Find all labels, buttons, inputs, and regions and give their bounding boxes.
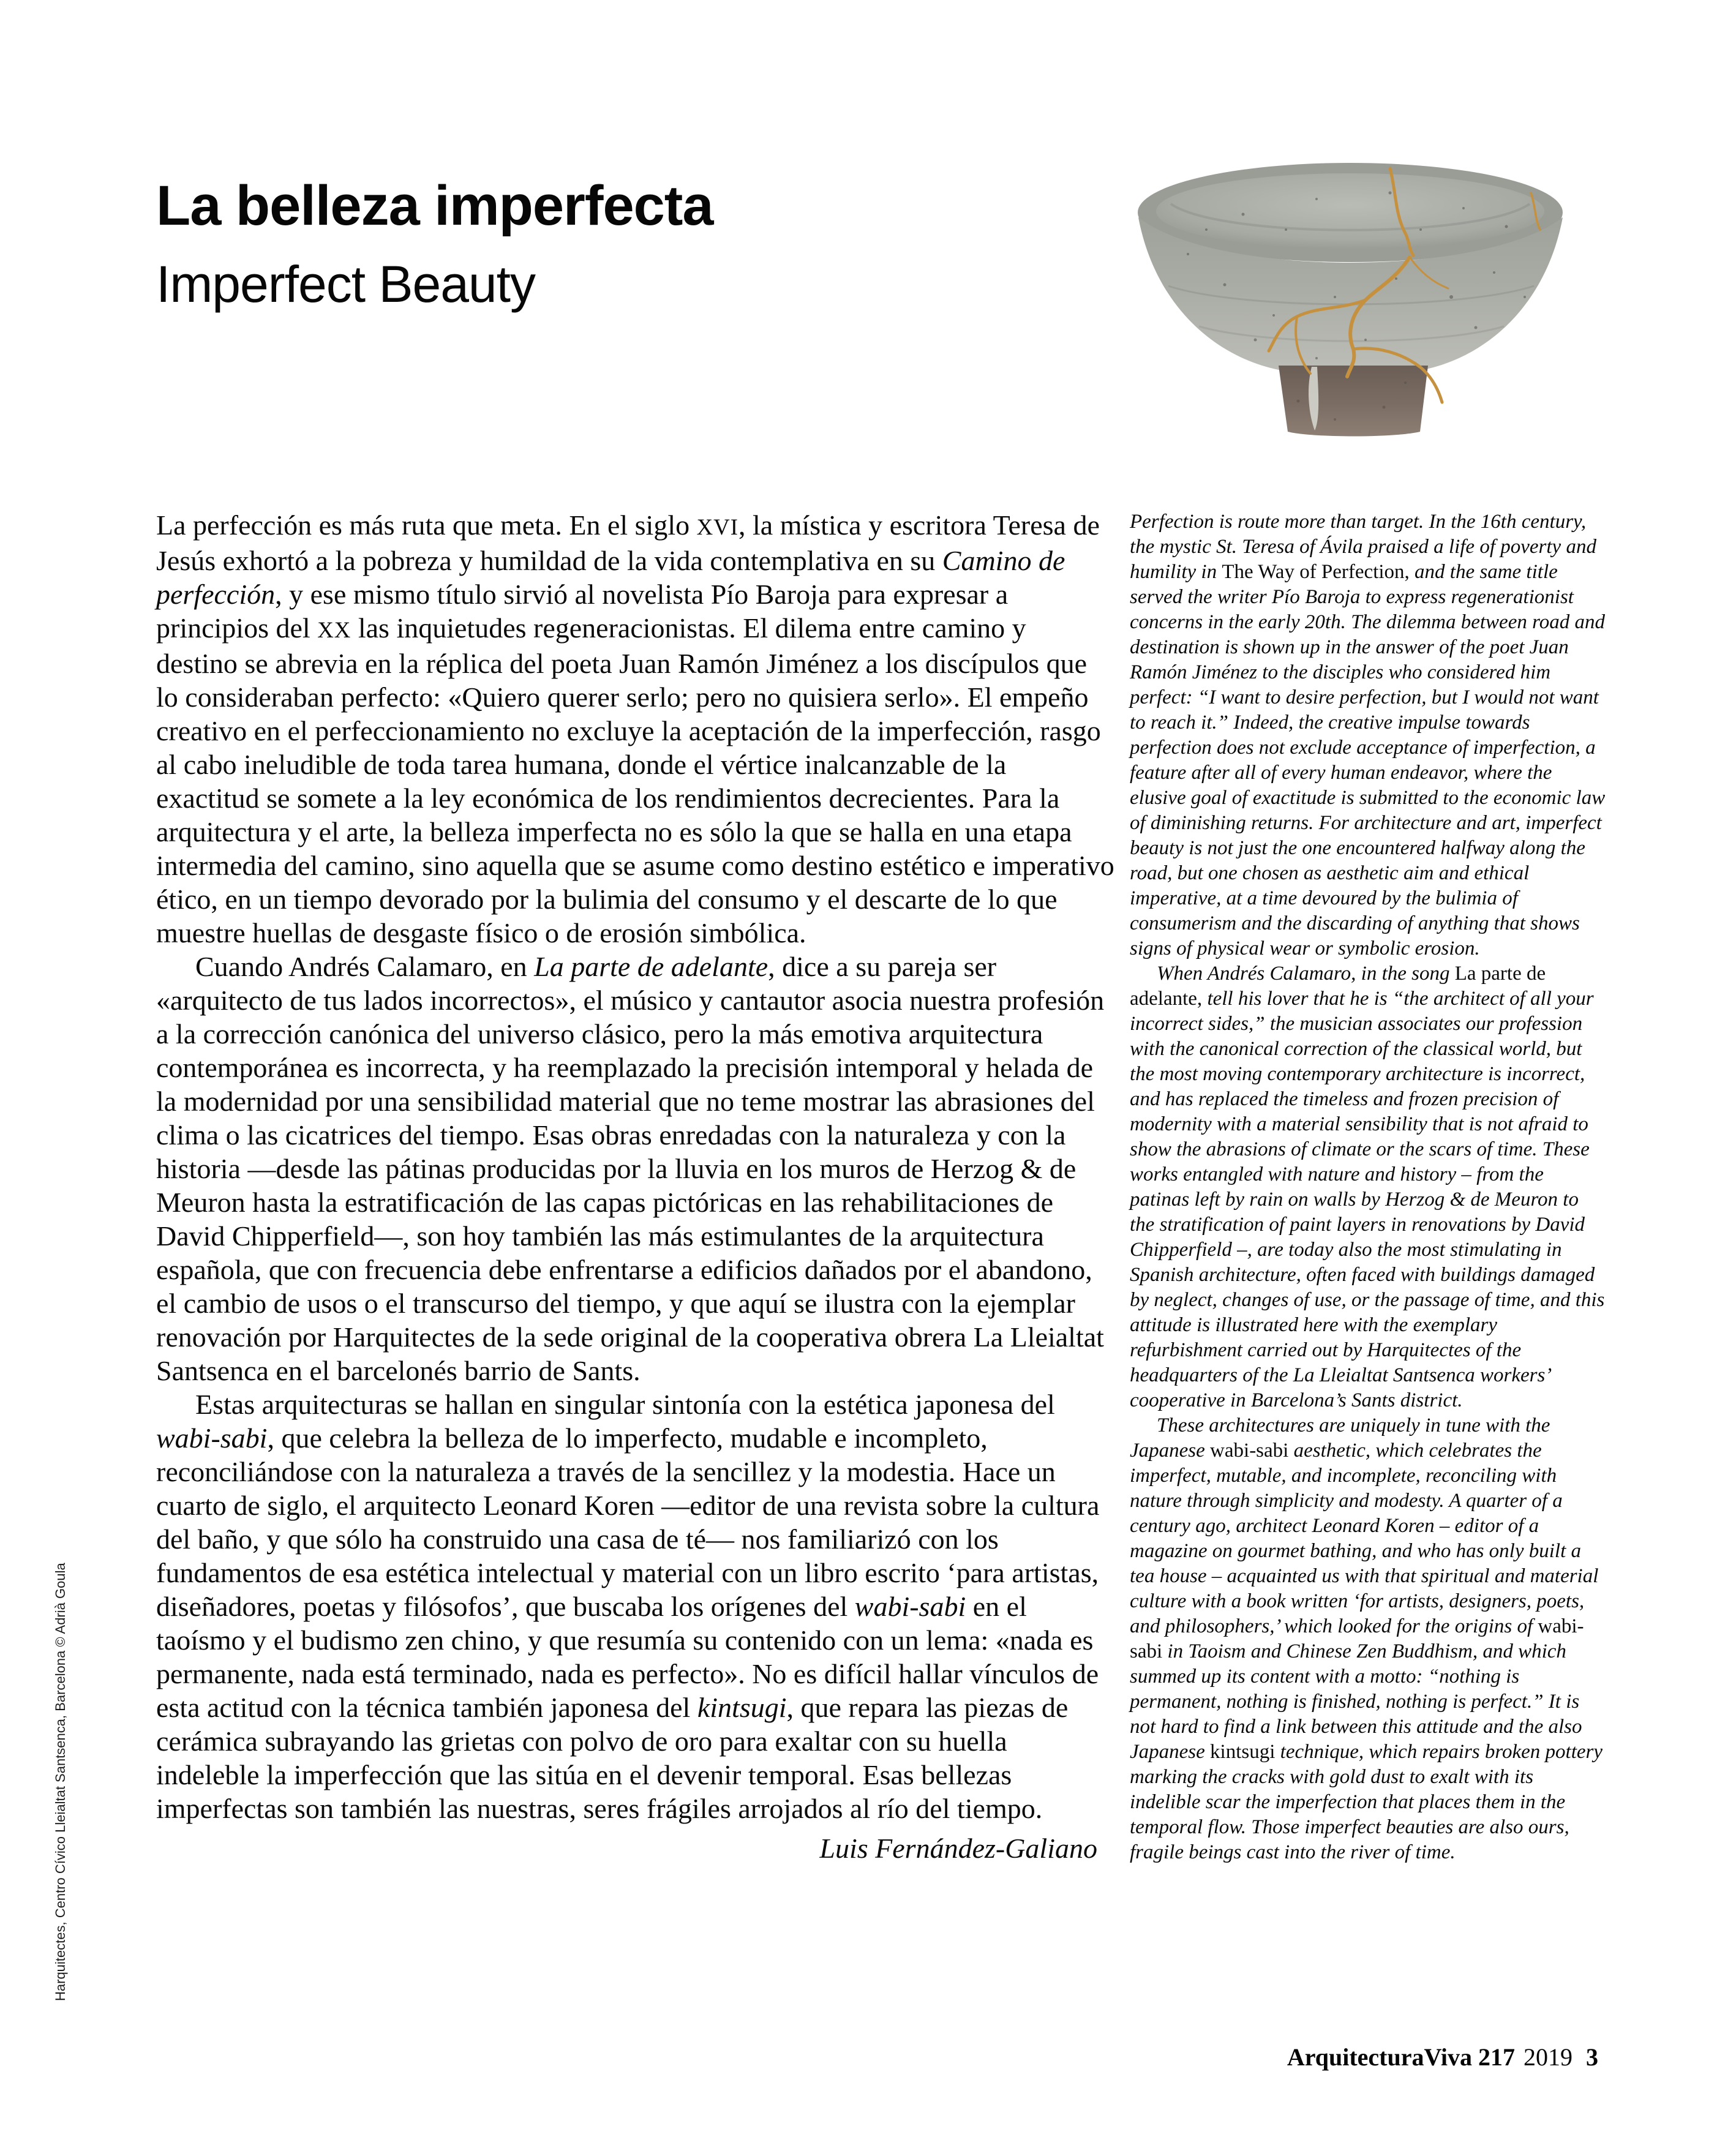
kintsugi-bowl-illustration (1133, 156, 1568, 438)
kintsugi-bowl-photo (1133, 156, 1568, 438)
page-title: La belleza imperfecta (156, 174, 713, 237)
footer-page-number: 3 (1586, 2043, 1598, 2071)
footer-year: 2019 (1524, 2043, 1573, 2071)
paragraph: When Andrés Calamaro, in the song La parte de adelante, tell his lover that he is “the architect of all your incorrect sides,” the musician associates our profession with the canonical correction of the classical world, but the most moving contemporary architecture is incorrect, and has replaced the timeless and frozen precision of modernity with a material sensibility that is not afraid to show the abrasions of climate or the scars of time. These works entangled with nature and history – from the patinas left by rain on walls by Herzog & de Meuron to the stratification of paint layers in renovations by David Chipperfield –, are today also the most stimulating in Spanish architecture, often faced with buildings damaged by neglect, changes of use, or the passage of time, and this attitude is illustrated here with the exemplary refurbishment carried out by Harquitectes of the headquarters of the La Lleialtat Santsenca workers’ cooperative in Barcelona’s Sants district. (1130, 963, 1605, 1411)
paragraph: La perfección es más ruta que meta. En el siglo XVI, la mística y escritora Teresa de Jesús exhortó a la pobreza y humildad de la vida contemplativa en su Camino de perfección, y ese mismo título sirvió al novelista Pío Baroja para expresar a principios del XX las inquietudes regeneracionistas. El dilema entre camino y destino se abrevia en la réplica del poeta Juan Ramón Jiménez a los discípulos que lo consideraban perfecto: «Quiero querer serlo; pero no quisiera serlo». El empeño creativo en el perfeccionamiento no excluye la aceptación de la imperfección, rasgo al cabo ineludible de toda tarea humana, donde el vértice inalcanzable de la exactitud se somete a la ley económica de los rendimientos decrecientes. Para la arquitectura y el arte, la belleza imperfecta no es sólo la que se halla en una etapa intermedia del camino, sino aquella que se asume como destino estético e imperativo ético, en un tiempo devorado por la bulimia del consumo y el descarte de lo que muestre huellas de desgaste físico o de erosión simbólica. (156, 509, 1114, 948)
page-footer (0, 2043, 1598, 2071)
footer-magazine-issue: ArquitecturaViva 217 (1287, 2043, 1515, 2071)
photo-credit-vertical: Harquitectes, Centro Cívico Lleialtat Santsenca, Barcelona © Adrià Goula (53, 1563, 68, 2001)
spanish-column (156, 508, 1114, 1865)
paragraph: These architectures are uniquely in tune with the Japanese wabi-sabi aesthetic, which celebrates the imperfect, mutable, and incomplete, reconciling with nature through simplicity and modesty. A quarter of a century ago, architect Leonard Koren – editor of a magazine on gourmet bathing, and who has only built a tea house – acquainted us with that spiritual and material culture with a book written ‘for artists, designers, poets, and philosophers,’ which looked for the origins of wabi-sabi in Taoism and Chinese Zen Buddhism, and which summed up its content with a motto: “nothing is permanent, nothing is finished, nothing is perfect.” It is not hard to find a link between this attitude and the also Japanese kintsugi technique, which repairs broken pottery marking the cracks with gold dust to exalt with its indelible scar the imperfection that places them in the temporal flow. Those imperfect beauties are also ours, fragile beings cast into the river of time. (1130, 1414, 1603, 1863)
english-column (1130, 509, 1606, 1865)
paragraph: Cuando Andrés Calamaro, en La parte de adelante, dice a su pareja ser «arquitecto de tus lados incorrectos», el músico y cantautor asocia nuestra profesión a la corrección canónica del universo clásico, pero la más emotiva arquitectura contemporánea es incorrecta, y ha reemplazado la precisión intemporal y helada de la modernidad por una sensibilidad material que no teme mostrar las abrasiones del clima o las cicatrices del tiempo. Esas obras enredadas con la naturaleza y con la historia —desde las pátinas producidas por la lluvia en los muros de Herzog & de Meuron hasta la estratificación de las capas pictóricas en las rehabilitaciones de David Chipperfield—, son hoy también las más estimulantes de la arquitectura española, que con frecuencia debe enfrentarse a edificios dañados por el abandono, el cambio de usos o el transcurso del tiempo, y que aquí se ilustra con la ejemplar renovación por Harquitectes de la sede original de la cooperativa obrera La Lleialtat Santsenca en el barcelonés barrio de Sants. (156, 951, 1105, 1386)
page-subtitle: Imperfect Beauty (156, 255, 535, 313)
author-signature: Luis Fernández-Galiano (819, 1833, 1097, 1864)
paragraph: Perfection is route more than target. In the 16th century, the mystic St. Teresa of Ávila praised a life of poverty and humility in The Way of Perfection, and the same title served the writer Pío Baroja to express regenerationist concerns in the early 20th. The dilemma between road and destination is shown up in the answer of the poet Juan Ramón Jiménez to the disciples who considered him perfect: “I want to desire perfection, but I would not want to reach it.” Indeed, the creative impulse towards perfection does not exclude acceptance of imperfection, a feature after all of every human endeavor, where the elusive goal of exactitude is submitted to the economic law of diminishing returns. For architecture and art, imperfect beauty is not just the one encountered halfway along the road, but one chosen as aesthetic aim and ethical imperative, at a time devoured by the bulimia of consumerism and the discarding of anything that shows signs of physical wear or symbolic erosion. (1130, 511, 1606, 959)
paragraph: Estas arquitecturas se hallan en singular sintonía con la estética japonesa del wabi-sabi, que celebra la belleza de lo imperfecto, mudable e incompleto, reconciliándose con la naturaleza a través de la sencillez y la modestia. Hace un cuarto de siglo, el arquitecto Leonard Koren —editor de una revista sobre la cultura del baño, y que sólo ha construido una casa de té— nos familiarizó con los fundamentos de esa estética intelectual y material con un libro escrito ‘para artistas, diseñadores, poetas y filósofos’, que buscaba los orígenes del wabi-sabi en el taoísmo y el budismo zen chino, y que resumía su contenido con un lema: «nada es permanente, nada está terminado, nada es perfecto». No es difícil hallar vínculos de esta actitud con la técnica también japonesa del kintsugi, que repara las piezas de cerámica subrayando las grietas con polvo de oro para exaltar con su huella indeleble la imperfección que las sitúa en el devenir temporal. Esas bellezas imperfectas son también las nuestras, seres frágiles arrojados al río del tiempo. (156, 1389, 1100, 1824)
